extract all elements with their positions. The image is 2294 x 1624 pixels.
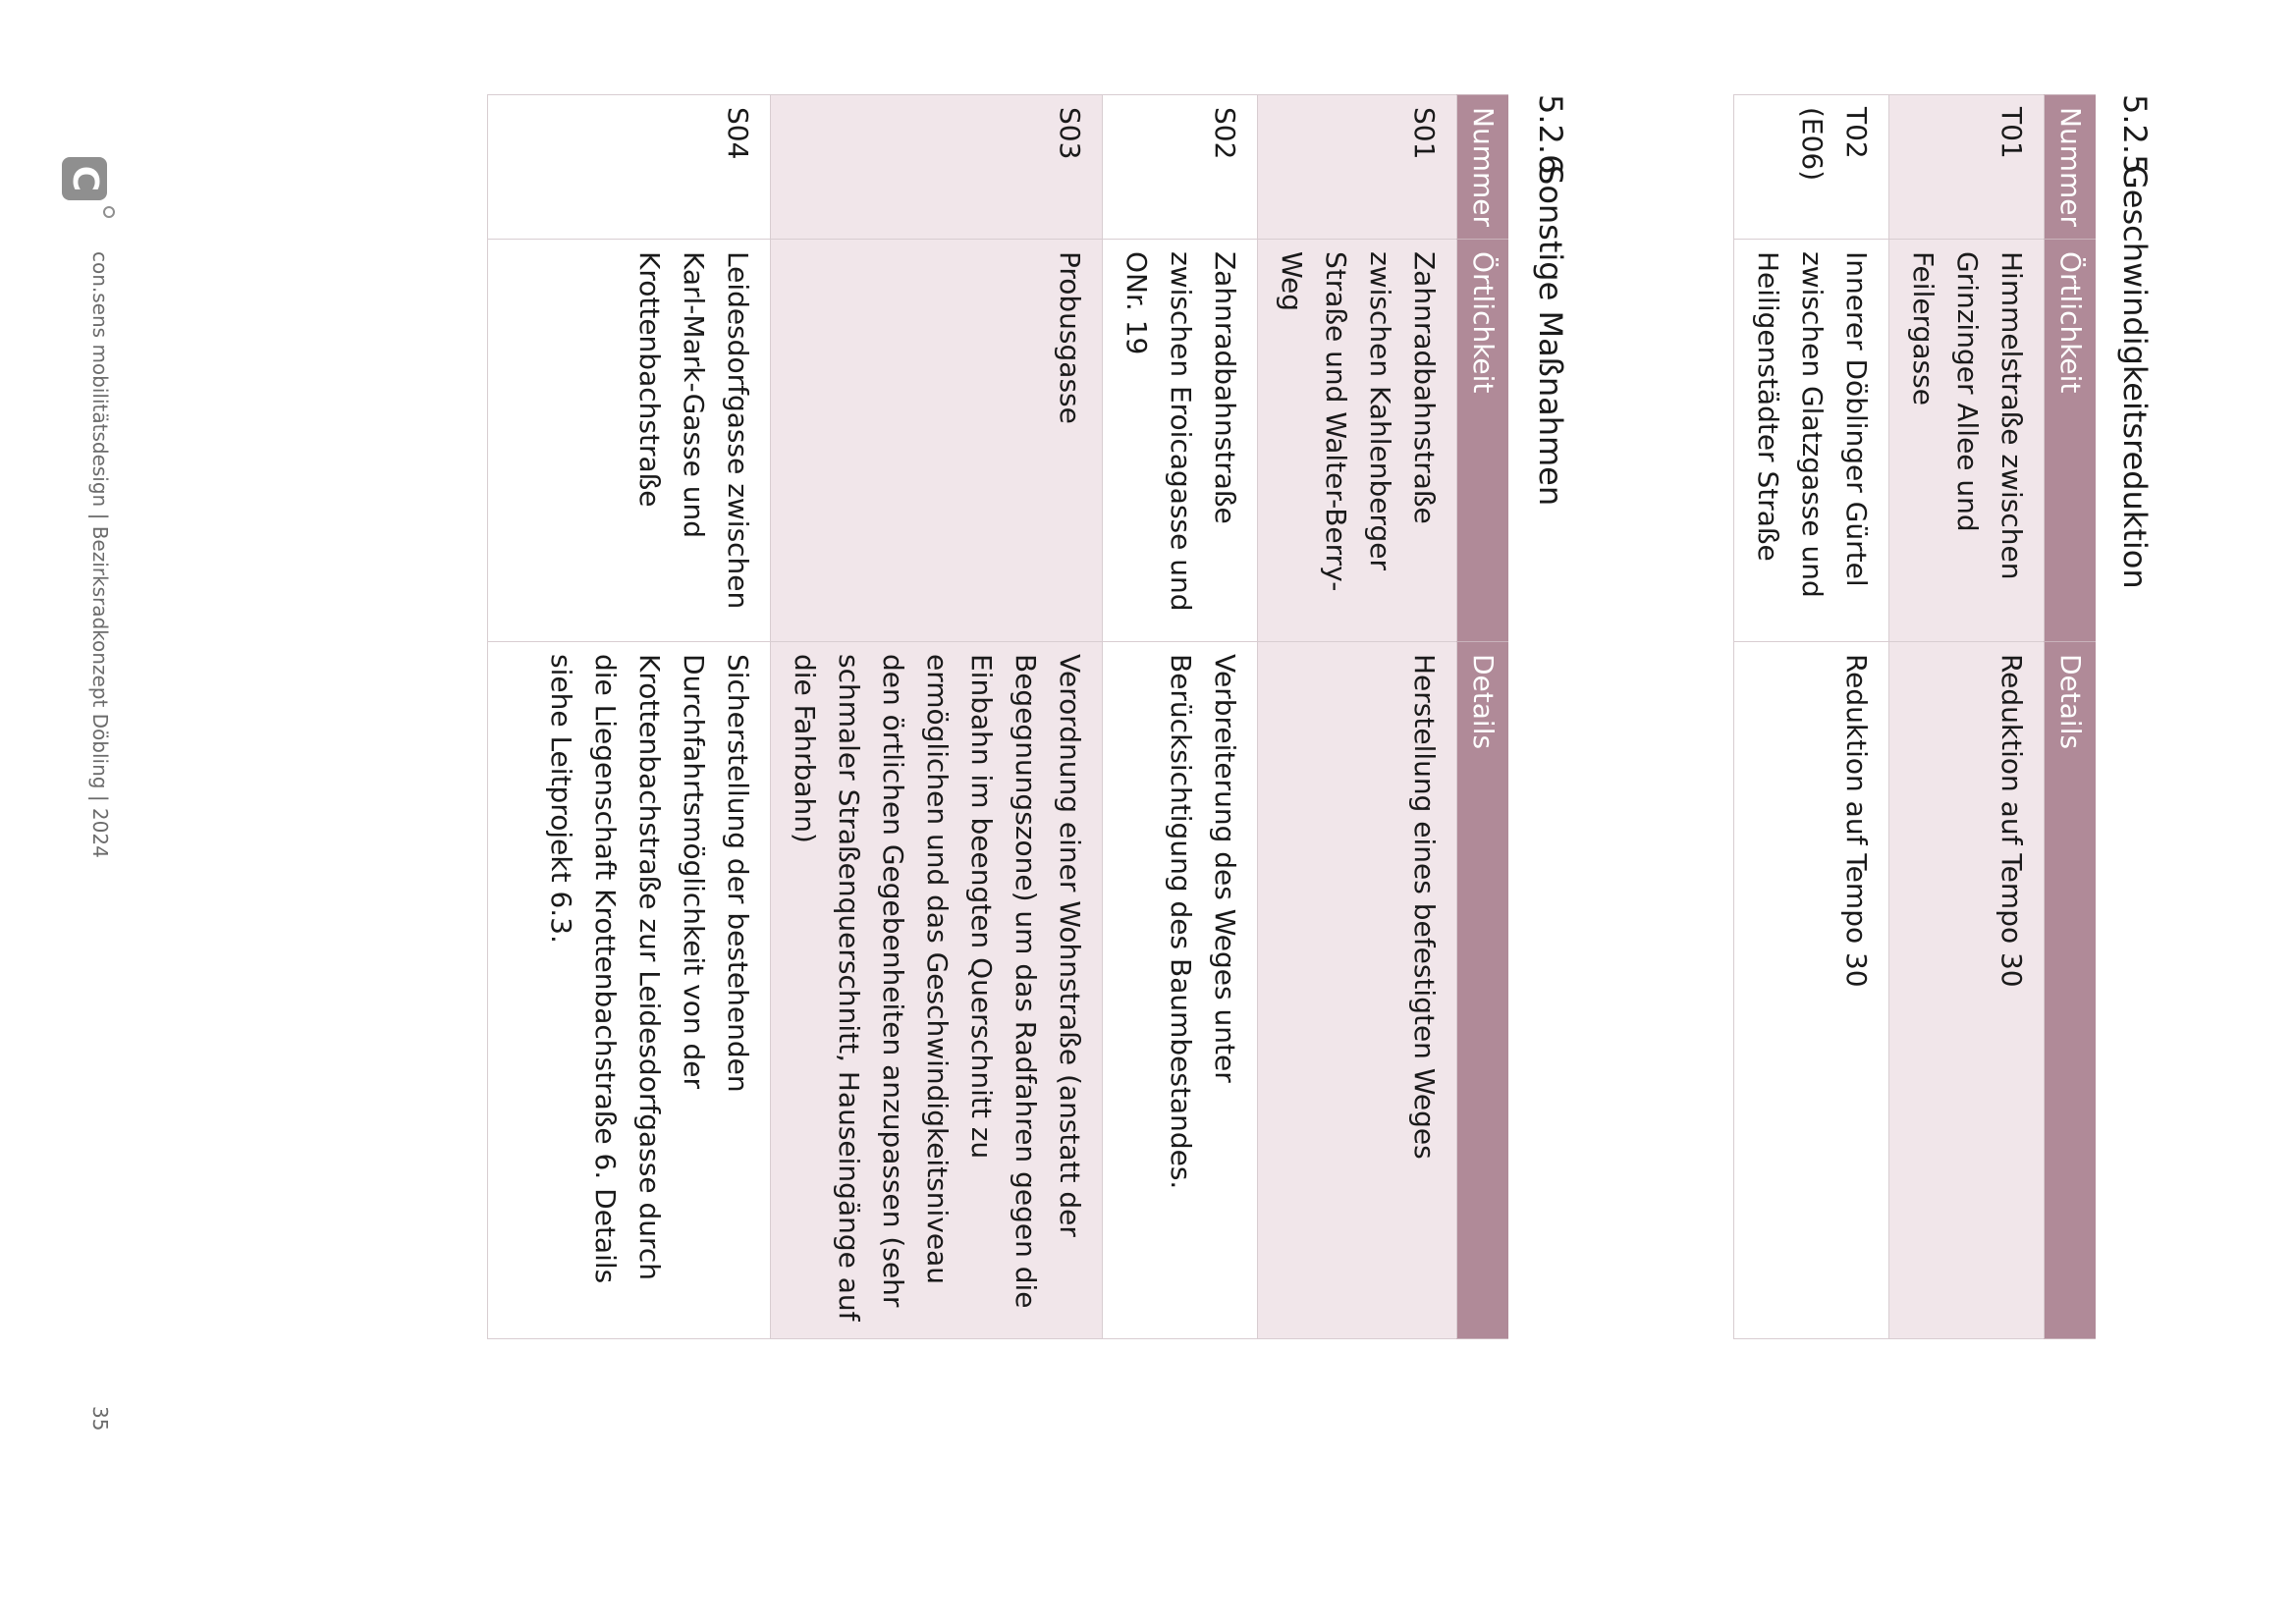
section-526-number: 5.2.6 [1532, 94, 1569, 175]
table-row [1889, 95, 2045, 1339]
section-525-title: Geschwindigkeitsreduktion [2116, 165, 2154, 589]
section-526-title: Sonstige Maßnahmen [1532, 165, 1569, 507]
cell-oertlichkeit: Zahnradbahnstraße zwischen Kahlenberger Straße und Walter-Berry-Weg [1258, 239, 1457, 641]
cell-nummer: S02 [1103, 95, 1258, 240]
page-number: 35 [88, 1406, 112, 1432]
section-525-heading [2116, 94, 2154, 589]
table-row [488, 95, 771, 1339]
consens-logo: C [62, 157, 107, 200]
table-row [1103, 95, 1258, 1339]
cell-details: Herstellung eines befestigten Weges [1258, 641, 1457, 1338]
table-header-row [1457, 95, 1509, 1339]
table-header-row [2045, 95, 2097, 1339]
cell-details: Sicherstellung der bestehenden Durchfahrtsmöglichkeit von der Krottenbachstraße zur Leidesdorfgasse durch die Liegenschaft Krottenbachstraße 6. Details siehe Leitprojekt 6.3. [488, 641, 771, 1338]
cell-nummer: S03 [771, 95, 1103, 240]
header-nummer: Nummer [1457, 95, 1509, 240]
cell-oertlichkeit: Zahnradbahnstraße zwischen Eroicagasse und ONr. 19 [1103, 239, 1258, 641]
header-details: Details [1457, 641, 1509, 1338]
other-measures-table [487, 94, 1508, 1339]
cell-nummer: T01 [1889, 95, 2045, 240]
table-row [1258, 95, 1457, 1339]
cell-details: Reduktion auf Tempo 30 [1734, 641, 1889, 1338]
cell-details: Verbreiterung des Weges unter Berücksichtigung des Baumbestandes. [1103, 641, 1258, 1338]
table-row [771, 95, 1103, 1339]
cell-oertlichkeit: Innerer Döblinger Gürtel zwischen Glatzgasse und Heiligenstädter Straße [1734, 239, 1889, 641]
cell-oertlichkeit: Probusgasse [771, 239, 1103, 641]
cell-nummer: S01 [1258, 95, 1457, 240]
section-526-heading [1532, 94, 1569, 506]
cell-oertlichkeit: Himmelstraße zwischen Grinzinger Allee und Feilergasse [1889, 239, 2045, 641]
header-details: Details [2045, 641, 2097, 1338]
cell-nummer: S04 [488, 95, 771, 240]
footer-text: con.sens mobilitätsdesign | Bezirksradkonzept Döbling | 2024 [88, 251, 112, 858]
cell-details: Reduktion auf Tempo 30 [1889, 641, 2045, 1338]
logo-dot [103, 206, 115, 218]
speed-reduction-table [1733, 94, 2096, 1339]
header-oertlichkeit: Örtlichkeit [2045, 239, 2097, 641]
cell-details: Verordnung einer Wohnstraße (anstatt der Begegnungszone) um das Radfahren gegen die Einbahn im beengten Querschnitt zu ermöglichen und das Geschwindigkeitsniveau den örtlichen Gegebenheiten anzupassen (sehr schmaler Straßenquerschnitt, Hauseingänge auf die Fahrbahn) [771, 641, 1103, 1338]
section-525-number: 5.2.5 [2116, 94, 2154, 175]
header-oertlichkeit: Örtlichkeit [1457, 239, 1509, 641]
table-row [1734, 95, 1889, 1339]
cell-nummer: T02 (E06) [1734, 95, 1889, 240]
cell-oertlichkeit: Leidesdorfgasse zwischen Karl-Mark-Gasse und Krottenbachstraße [488, 239, 771, 641]
header-nummer: Nummer [2045, 95, 2097, 240]
